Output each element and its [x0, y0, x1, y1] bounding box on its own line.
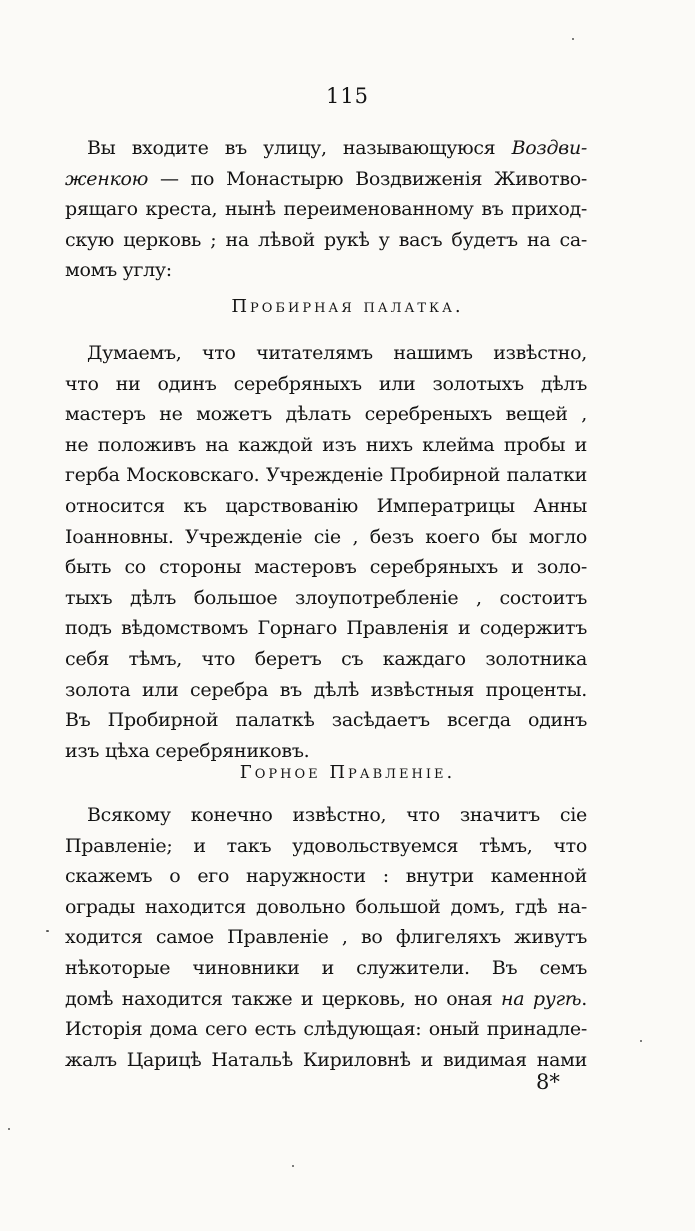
- text-line: женкою — по Монастырю Воздвиженія Животво-: [65, 167, 587, 190]
- intro-paragraph: [65, 133, 587, 286]
- text-line: Думаемъ, что читателямъ нашимъ извѣстно,: [87, 342, 587, 364]
- italic-term: на ругѣ: [501, 987, 582, 1010]
- text-line: золота или серебра въ дѣлѣ извѣстныя проценты.: [65, 678, 587, 701]
- text-line: нѣкоторые чиновники и служители. Въ семъ: [65, 956, 587, 979]
- italic-term: Воздви-: [511, 137, 587, 159]
- scan-speck: [292, 1165, 294, 1167]
- text-line: Исторія дома сего есть слѣдующая: оный принадле-: [65, 1018, 587, 1041]
- text-line: рящаго креста, нынѣ переименованному въ приход-: [65, 198, 587, 221]
- page-number: 115: [325, 84, 370, 108]
- text-line: домѣ находится также и церковь, но оная на ругѣ.: [65, 987, 587, 1010]
- text-line: Вы входите въ улицу, называющуюся Воздви-: [87, 137, 587, 159]
- text-line: Всякому конечно извѣстно, что значитъ сіе: [87, 804, 587, 826]
- text-line: скую церковь ; на лѣвой рукѣ у васъ будетъ на са-: [65, 228, 587, 251]
- scan-speck: [572, 38, 574, 40]
- text-line: Правленіе; и такъ удовольствуемся тѣмъ, что: [65, 834, 587, 857]
- text-line: момъ углу:: [65, 259, 172, 282]
- text-line: тыхъ дѣлъ большое злоупотребленіе , состоитъ: [65, 586, 587, 609]
- catchword-signature: 8*: [536, 1070, 560, 1094]
- scan-speck: [640, 1040, 642, 1042]
- text-line: быть со стороны мастеровъ серебряныхъ и золо-: [65, 556, 587, 579]
- text-line: себя тѣмъ, что беретъ съ каждаго золотника: [65, 647, 587, 670]
- text-line: герба Московскаго. Учрежденіе Пробирной палатки: [65, 464, 587, 487]
- text-line: изъ цѣха серебряниковъ.: [65, 739, 310, 762]
- scan-speck: [46, 930, 49, 932]
- text-line: подъ вѣдомствомъ Горнаго Правленія и содержитъ: [65, 617, 587, 640]
- text-line: Въ Пробирной палаткѣ засѣдаетъ всегда одинъ: [65, 709, 587, 732]
- text-line: что ни одинъ серебряныхъ или золотыхъ дѣлъ: [65, 372, 587, 395]
- mining-board-paragraph: [65, 800, 587, 1075]
- section-heading-mining-board: [0, 762, 695, 783]
- text-line: скажемъ о его наружности : внутри каменной: [65, 865, 587, 888]
- assay-chamber-paragraph: [65, 338, 587, 766]
- text-line: мастеръ не можетъ дѣлать серебреныхъ вещей ,: [65, 403, 587, 426]
- section-heading-assay-chamber: [0, 296, 695, 317]
- text-line: относится къ царствованію Императрицы Анны: [65, 494, 587, 517]
- text-line: не положивъ на каждой изъ нихъ клейма пробы и: [65, 433, 587, 456]
- text-line: ходится самое Правленіе , во флигеляхъ живутъ: [65, 926, 587, 949]
- heading-text: Пробирная палатка.: [231, 296, 464, 317]
- heading-text: Горное Правленіе.: [239, 762, 456, 783]
- text-line: ограды находится довольно большой домъ, гдѣ на-: [65, 895, 587, 918]
- text-line: жалъ Царицѣ Натальѣ Кириловнѣ и видимая нами: [65, 1048, 587, 1071]
- scan-speck: [8, 1128, 10, 1130]
- text-line: Іоанновны. Учрежденіе сіе , безъ коего бы могло: [65, 525, 587, 548]
- italic-term: женкою: [65, 167, 149, 190]
